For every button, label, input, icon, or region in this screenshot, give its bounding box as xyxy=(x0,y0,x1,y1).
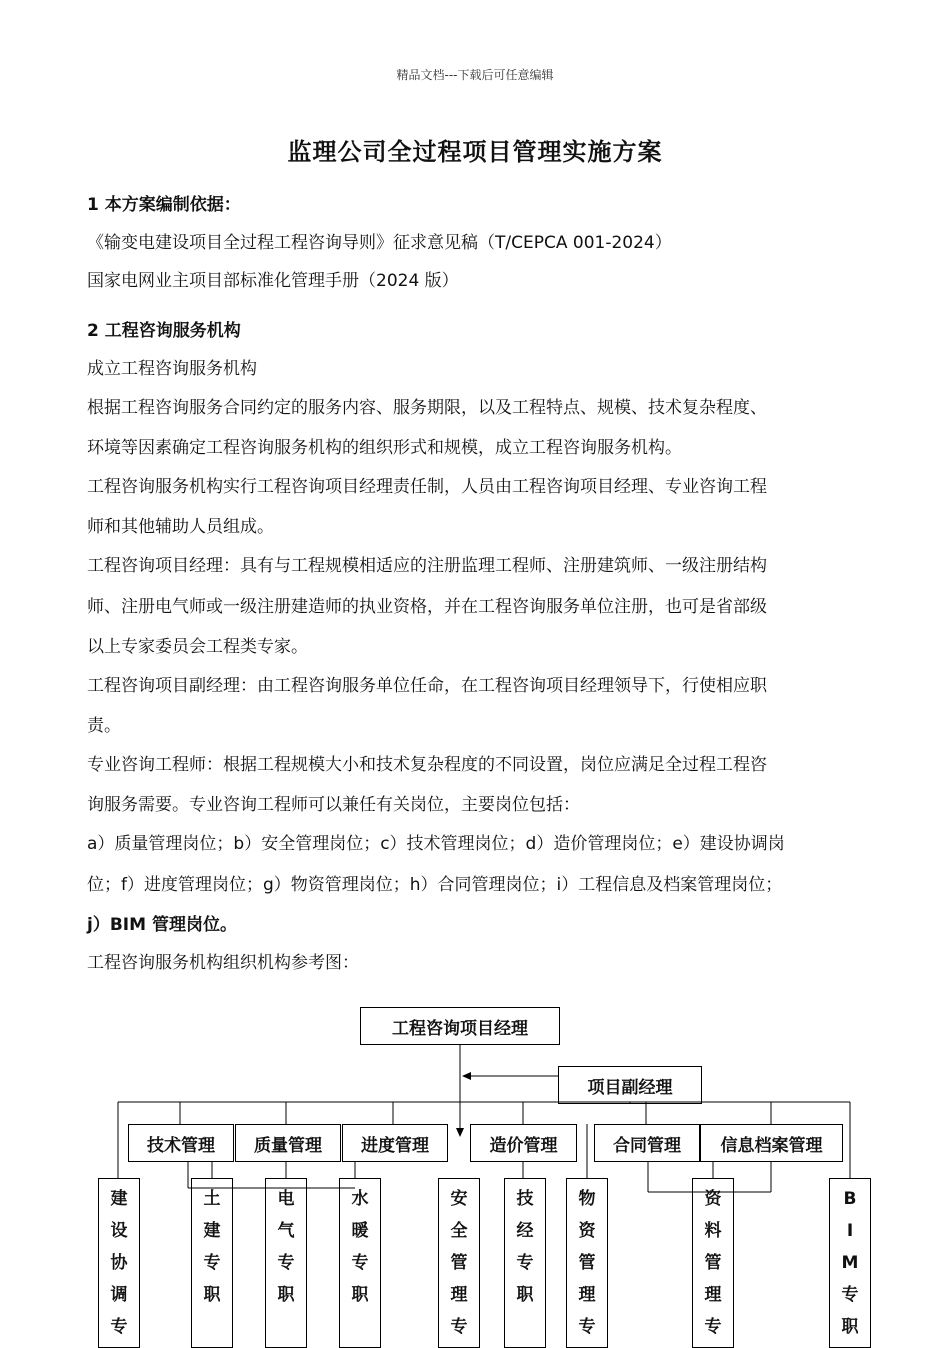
department-box: 质量管理 xyxy=(235,1124,341,1162)
position-box: 土 建 专 职 xyxy=(191,1178,233,1348)
section-heading: 1 本方案编制依据： xyxy=(87,195,241,215)
department-box: 进度管理 xyxy=(342,1124,448,1162)
section-heading: 2 工程咨询服务机构 xyxy=(87,321,241,341)
paragraph-line: 工程咨询项目经理：具有与工程规模相适应的注册监理工程师、注册建筑师、一级注册结构 xyxy=(87,556,767,576)
position-box: 安 全 管 理 专 xyxy=(438,1178,480,1348)
paragraph-line: 成立工程咨询服务机构 xyxy=(87,359,257,379)
paragraph-line: 师和其他辅助人员组成。 xyxy=(87,517,274,537)
header-note: 精品文档---下载后可任意编辑 xyxy=(396,68,554,82)
top-manager-box: 工程咨询项目经理 xyxy=(360,1007,560,1045)
paragraph-line: 工程咨询项目副经理：由工程咨询服务单位任命，在工程咨询项目经理领导下，行使相应职 xyxy=(87,676,767,696)
paragraph-line: 位；f）进度管理岗位；g）物资管理岗位；h）合同管理岗位；i）工程信息及档案管理岗位； xyxy=(87,875,783,895)
position-box: 技 经 专 职 xyxy=(504,1178,546,1348)
department-box: 技术管理 xyxy=(128,1124,234,1162)
department-box: 造价管理 xyxy=(470,1124,577,1162)
position-box: 水 暖 专 职 xyxy=(339,1178,381,1348)
paragraph-line: 工程咨询服务机构组织机构参考图： xyxy=(87,953,359,973)
paragraph-line: 环境等因素确定工程咨询服务机构的组织形式和规模，成立工程咨询服务机构。 xyxy=(87,438,682,458)
paragraph-line: 师、注册电气师或一级注册建造师的执业资格，并在工程咨询服务单位注册，也可是省部级 xyxy=(87,597,767,617)
paragraph-line: 专业咨询工程师：根据工程规模大小和技术复杂程度的不同设置，岗位应满足全过程工程咨 xyxy=(87,755,767,775)
paragraph-line: 根据工程咨询服务合同约定的服务内容、服务期限，以及工程特点、规模、技术复杂程度、 xyxy=(87,398,767,418)
paragraph-line: a）质量管理岗位；b）安全管理岗位；c）技术管理岗位；d）造价管理岗位；e）建设协调岗 xyxy=(87,834,785,854)
department-box: 合同管理 xyxy=(594,1124,700,1162)
paragraph-line: 工程咨询服务机构实行工程咨询项目经理责任制，人员由工程咨询项目经理、专业咨询工程 xyxy=(87,477,767,497)
position-box: 物 资 管 理 专 xyxy=(566,1178,608,1348)
paragraph-line: 以上专家委员会工程类专家。 xyxy=(87,637,308,657)
paragraph-line: 询服务需要。专业咨询工程师可以兼任有关岗位，主要岗位包括： xyxy=(87,795,580,815)
paragraph-line: 责。 xyxy=(87,716,121,736)
paragraph-line: 国家电网业主项目部标准化管理手册（2024 版） xyxy=(87,271,459,291)
deputy-manager-box: 项目副经理 xyxy=(558,1066,702,1104)
document-body xyxy=(87,186,867,982)
position-box: 电 气 专 职 xyxy=(265,1178,307,1348)
position-box: 资 料 管 理 专 xyxy=(692,1178,734,1348)
position-box: B I M 专 职 xyxy=(829,1178,871,1348)
department-box: 信息档案管理 xyxy=(700,1124,843,1162)
document-title: 监理公司全过程项目管理实施方案 xyxy=(287,138,663,166)
paragraph-line: j）BIM 管理岗位。 xyxy=(87,915,237,935)
paragraph-line: 《输变电建设项目全过程工程咨询导则》征求意见稿（T/CEPCA 001-2024） xyxy=(87,233,672,253)
org-chart xyxy=(0,990,950,1344)
position-box: 建 设 协 调 专 xyxy=(98,1178,140,1348)
